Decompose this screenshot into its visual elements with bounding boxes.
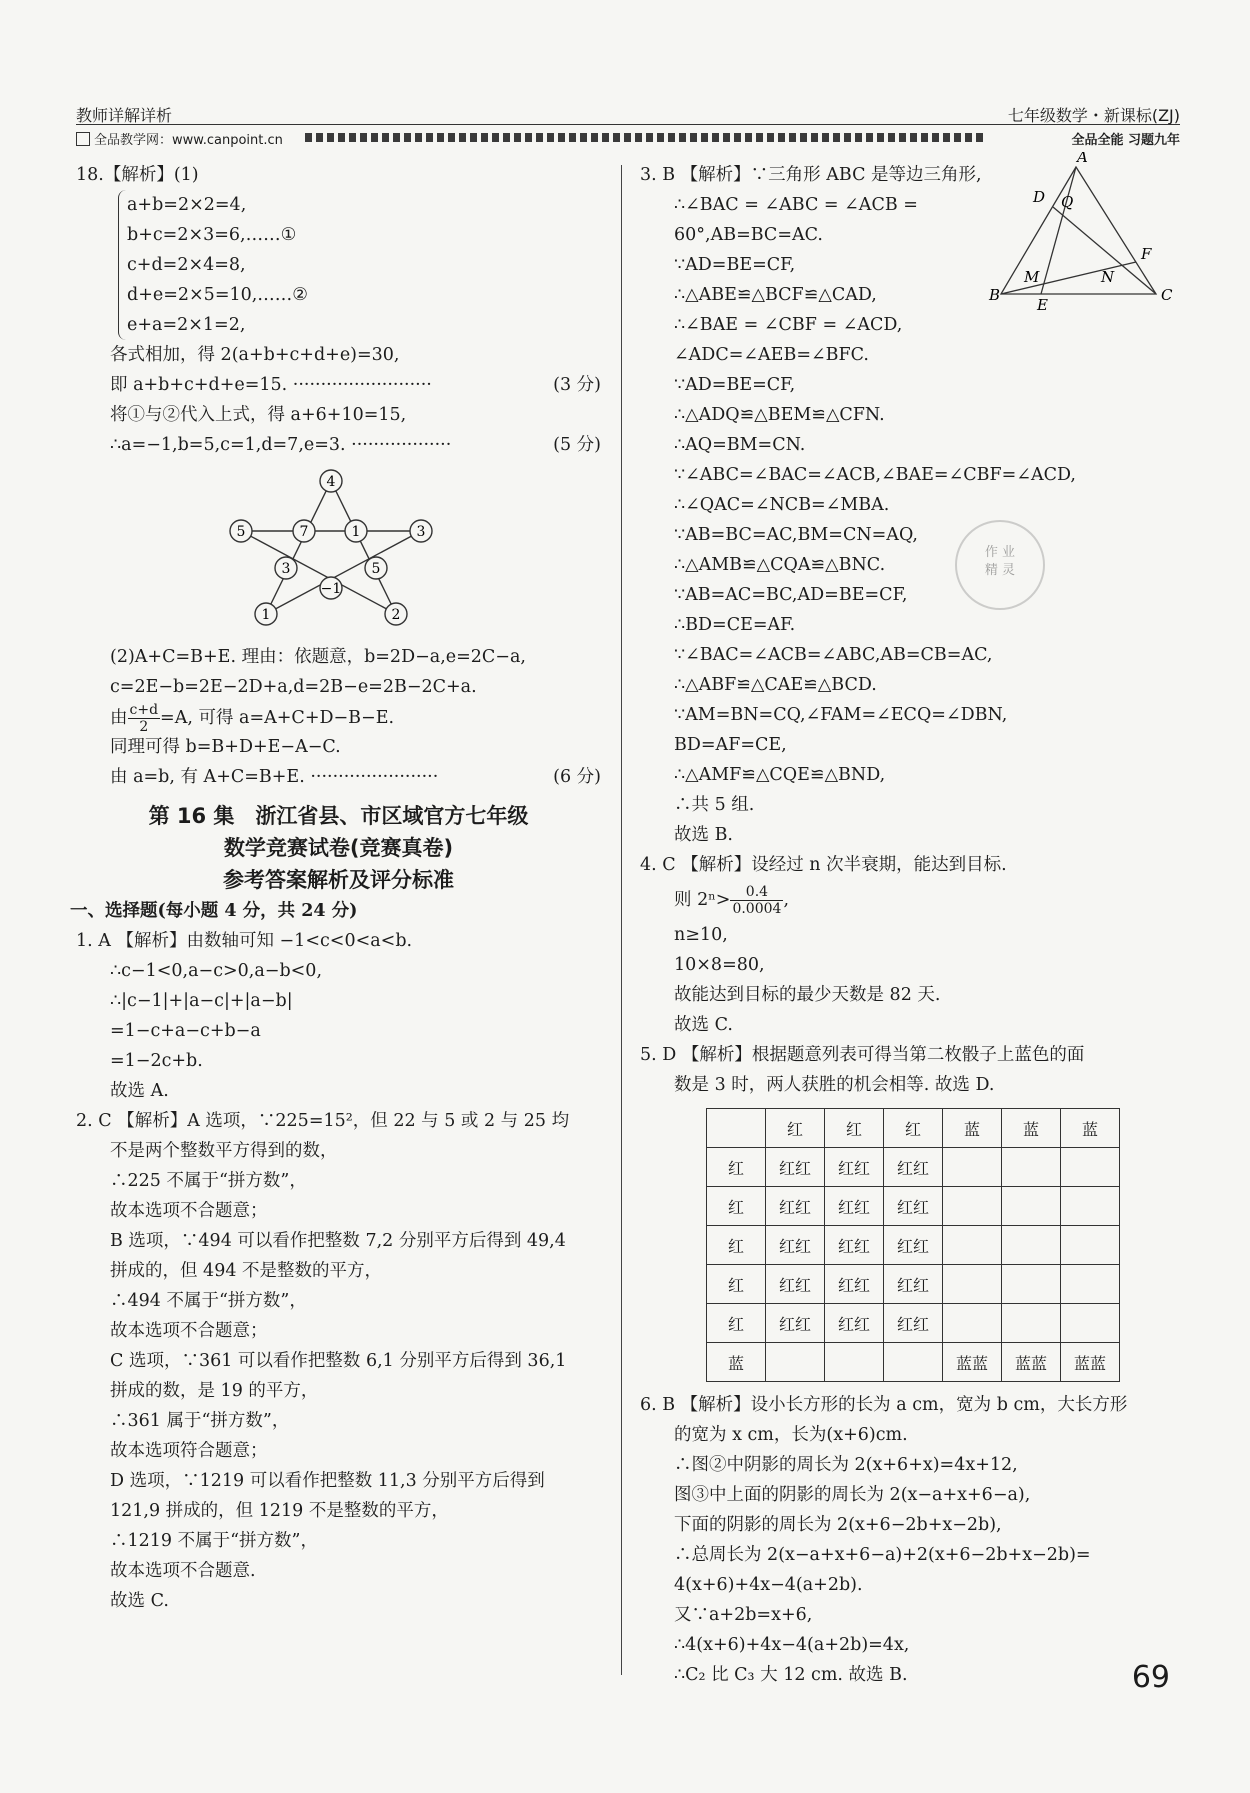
q4rest-line: 故能达到目标的最少天数是 82 天. xyxy=(674,985,941,1005)
section-title-2: 数学竞赛试卷(竞赛真卷) xyxy=(223,836,454,860)
q2-line: ∴225 不属于“拼方数”， xyxy=(110,1171,307,1191)
q3-line: ∴BD=CE=AF. xyxy=(674,615,796,635)
table-cell: 红 xyxy=(766,1109,825,1148)
header-rule xyxy=(76,124,1180,125)
table-cell: 红 xyxy=(707,1187,766,1226)
watermark-stamp: 作 业 精 灵 xyxy=(955,520,1045,610)
q3-line: ∴△ABF≌△CAE≌△BCD. xyxy=(674,675,877,695)
q2-answer xyxy=(76,1106,601,1616)
q2-line: 不是两个整数平方得到的数， xyxy=(110,1141,338,1161)
site-logo-icon xyxy=(76,132,90,146)
q3-line: ∵AD=BE=CF, xyxy=(674,375,796,395)
q2-line: C 选项，∵361 可以看作把整数 6,1 分别平方后得到 36,1 xyxy=(110,1351,567,1371)
header-stripe xyxy=(305,133,985,142)
header-brand: 全品全能 习题九年 xyxy=(1071,133,1180,148)
score-points: (6 分) xyxy=(553,767,601,787)
triangle-label: F xyxy=(1141,245,1152,263)
table-cell: 红 xyxy=(707,1304,766,1343)
table-cell: 红红 xyxy=(884,1187,943,1226)
site-text: 全品教学网：www.canpoint.cn xyxy=(94,133,283,148)
triangle-label: E xyxy=(1037,296,1048,312)
table-row xyxy=(707,1148,1120,1187)
part2-line: (2)A+C=B+E. 理由：依题意，b=2D−a,e=2C−a, xyxy=(110,647,526,667)
table-cell: 红红 xyxy=(884,1148,943,1187)
q3-line: ∵∠ABC=∠BAC=∠ACB,∠BAE=∠CBF=∠ACD, xyxy=(674,465,1076,485)
q2-line: 故本选项不合题意； xyxy=(110,1321,268,1341)
triangle-label: Q xyxy=(1061,193,1074,211)
header-left: 教师详解详析 xyxy=(76,106,173,125)
q6-line: ∴总周长为 2(x−a+x+6−a)+2(x+6−2b+x−2b)= xyxy=(674,1545,1091,1565)
section-title-3: 参考答案解析及评分标准 xyxy=(223,868,454,892)
q2-line: 121,9 拼成的，但 1219 不是整数的平方， xyxy=(110,1501,449,1521)
q1-line: =1−c+a−c+b−a xyxy=(110,1021,261,1041)
table-row xyxy=(707,1304,1120,1343)
derivation-line xyxy=(76,732,601,762)
star-node-label: 3 xyxy=(416,524,426,540)
q2-line: 故本选项符合题意； xyxy=(110,1441,268,1461)
q3-line: ∴AQ=BM=CN. xyxy=(674,435,806,455)
star-node-label: −1 xyxy=(320,581,342,597)
table-cell: 红 xyxy=(825,1109,884,1148)
table-cell xyxy=(943,1265,1002,1304)
q18-derivation xyxy=(76,340,601,460)
triangle-diagram xyxy=(981,152,1176,312)
q4rest-line: 10×8=80, xyxy=(674,955,765,975)
q4-den: 0.0004 xyxy=(732,901,782,917)
score-points: (3 分) xyxy=(553,375,601,395)
equation: a+b=2×2=4, xyxy=(127,195,247,215)
q3-line: ∴∠BAC = ∠ABC = ∠ACB = xyxy=(674,195,918,215)
q6-line: 6. B 【解析】设小长方形的长为 a cm，宽为 b cm，大长方形 xyxy=(640,1395,1128,1415)
star-node-label: 3 xyxy=(281,561,291,577)
table-cell xyxy=(1002,1265,1061,1304)
star-node-label: 7 xyxy=(299,524,309,540)
frac-pre: 由 xyxy=(110,708,128,728)
section-title-1: 第 16 集 浙江省县、市区域官方七年级 xyxy=(148,804,529,828)
table-cell: 蓝蓝 xyxy=(943,1343,1002,1382)
table-cell: 蓝 xyxy=(1002,1109,1061,1148)
q2-line: 故本选项不合题意. xyxy=(110,1561,256,1581)
q6-line: 图③中上面的阴影的周长为 2(x−a+x+6−a), xyxy=(674,1485,1031,1505)
table-cell: 红红 xyxy=(884,1226,943,1265)
q3-line: ∴∠BAE = ∠CBF = ∠ACD, xyxy=(674,315,903,335)
q4-rest xyxy=(640,920,1170,1040)
part2-line: c=2E−b=2E−2D+a,d=2B−e=2B−2C+a. xyxy=(110,677,477,697)
table-cell xyxy=(1061,1226,1120,1265)
right-column xyxy=(640,152,1173,1690)
header-right: 七年级数学・新课标(ZJ) xyxy=(1007,106,1180,125)
table-cell xyxy=(943,1304,1002,1343)
star-node-label: 4 xyxy=(326,474,336,490)
star-node-label: 1 xyxy=(351,524,361,540)
table-cell: 红红 xyxy=(825,1304,884,1343)
q3-line: ∠ADC=∠AEB=∠BFC. xyxy=(674,345,869,365)
star-node-label: 2 xyxy=(391,607,401,623)
table-cell: 红 xyxy=(707,1265,766,1304)
table-cell xyxy=(1002,1187,1061,1226)
q3-line: ∵∠BAC=∠ACB=∠ABC,AB=CB=AC, xyxy=(674,645,993,665)
q4rest-line: 故选 C. xyxy=(674,1015,733,1035)
q6-line: ∴C₂ 比 C₃ 大 12 cm. 故选 B. xyxy=(674,1665,908,1685)
frac-num: c+d xyxy=(129,702,159,718)
table-cell: 红红 xyxy=(825,1265,884,1304)
section-choice-heading: 一、选择题(每小题 4 分，共 24 分) xyxy=(70,901,358,921)
q5-answer xyxy=(640,1040,1170,1100)
table-row xyxy=(707,1226,1120,1265)
q1-line: 故选 A. xyxy=(110,1081,169,1101)
line-text: 各式相加，得 2(a+b+c+d+e)=30, xyxy=(110,345,400,365)
line-text: 将①与②代入上式，得 a+6+10=15, xyxy=(110,405,407,425)
table-cell xyxy=(766,1343,825,1382)
table-cell: 红红 xyxy=(825,1148,884,1187)
q3-line: ∴△AMB≌△CQA≌△BNC. xyxy=(674,555,886,575)
equation: c+d=2×4=8, xyxy=(127,255,246,275)
table-cell xyxy=(1002,1148,1061,1187)
dice-table xyxy=(706,1108,1120,1382)
line-text: 同理可得 b=B+D+E−A−C. xyxy=(110,737,341,757)
q1-answer xyxy=(76,926,601,1106)
table-cell: 红 xyxy=(707,1148,766,1187)
table-cell: 红红 xyxy=(766,1265,825,1304)
q2-line: ∴494 不属于“拼方数”， xyxy=(110,1291,307,1311)
q1-line: ∴c−1<0,a−c>0,a−b<0, xyxy=(110,961,323,981)
derivation-line xyxy=(76,762,601,792)
q2-line: ∴1219 不属于“拼方数”， xyxy=(110,1531,318,1551)
q2-line: 2. C 【解析】A 选项，∵225=15²，但 22 与 5 或 2 与 25 均 xyxy=(76,1111,570,1131)
table-cell xyxy=(1002,1304,1061,1343)
score-points: (5 分) xyxy=(553,435,601,455)
table-cell xyxy=(1061,1187,1120,1226)
q3-line: 3. B 【解析】∵三角形 ABC 是等边三角形, xyxy=(640,165,982,185)
q4-inequality xyxy=(640,880,1170,920)
q4rest-line: n≥10, xyxy=(674,925,728,945)
line-text: 由 a=b, 有 A+C=B+E. ······················· xyxy=(110,767,439,787)
table-cell: 红红 xyxy=(884,1304,943,1343)
table-cell: 蓝 xyxy=(943,1109,1002,1148)
table-row xyxy=(707,1265,1120,1304)
table-cell: 蓝 xyxy=(707,1343,766,1382)
q3-line: ∴△ABE≌△BCF≌△CAD, xyxy=(674,285,877,305)
table-cell: 红红 xyxy=(766,1187,825,1226)
q3-line: ∴共 5 组. xyxy=(674,795,755,815)
q18-intro: 18.【解析】(1) xyxy=(76,165,199,185)
equation: b+c=2×3=6,……① xyxy=(127,225,297,245)
derivation-line xyxy=(76,340,601,370)
q2-line: 拼成的数，是 19 的平方， xyxy=(110,1381,319,1401)
equation: e+a=2×1=2, xyxy=(127,315,246,335)
column-divider xyxy=(621,165,622,1675)
q3-line: ∴△ADQ≌△BEM≌△CFN. xyxy=(674,405,885,425)
q4-line1: 4. C 【解析】设经过 n 次半衰期，能达到目标. xyxy=(640,855,1007,875)
q4-post: , xyxy=(783,890,790,910)
frac-post: =A, 可得 a=A+C+D−B−E. xyxy=(160,708,395,728)
left-column xyxy=(70,160,601,1616)
triangle-label: D xyxy=(1033,188,1046,206)
q3-line: 60°,AB=BC=AC. xyxy=(674,225,823,245)
fraction xyxy=(128,702,161,735)
table-cell: 红 xyxy=(884,1109,943,1148)
q6-answer xyxy=(640,1390,1170,1690)
table-cell: 红 xyxy=(707,1226,766,1265)
q18-tail xyxy=(76,732,601,792)
q2-line: ∴361 属于“拼方数”， xyxy=(110,1411,290,1431)
q1-line: =1−2c+b. xyxy=(110,1051,203,1071)
star-node-label: 5 xyxy=(236,524,246,540)
q6-line: 又∵a+2b=x+6, xyxy=(674,1605,813,1625)
triangle-label: C xyxy=(1161,286,1173,304)
q1-line: ∴|c−1|+|a−c|+|a−b| xyxy=(110,991,293,1011)
star-node-label: 5 xyxy=(371,561,381,577)
triangle-label: N xyxy=(1101,268,1115,286)
triangle-label: B xyxy=(989,286,1001,304)
q2-line: 拼成的，但 494 不是整数的平方， xyxy=(110,1261,383,1281)
q18-equation-system xyxy=(118,190,601,340)
triangle-label: M xyxy=(1024,268,1040,286)
star-diagram xyxy=(226,466,446,636)
q3-line: ∵AM=BN=CQ,∠FAM=∠ECQ=∠DBN, xyxy=(674,705,1008,725)
table-cell xyxy=(943,1226,1002,1265)
q3-line: BD=AF=CE, xyxy=(674,735,787,755)
q5-line: 数是 3 时，两人获胜的机会相等. 故选 D. xyxy=(674,1075,995,1095)
table-cell xyxy=(825,1343,884,1382)
table-cell xyxy=(943,1187,1002,1226)
table-row xyxy=(707,1343,1120,1382)
table-row xyxy=(707,1187,1120,1226)
q3-line: ∵AB=AC=BC,AD=BE=CF, xyxy=(674,585,908,605)
derivation-line xyxy=(76,370,601,400)
line-text: ∴a=−1,b=5,c=1,d=7,e=3. ·················· xyxy=(110,435,452,455)
table-cell xyxy=(943,1148,1002,1187)
table-cell: 红红 xyxy=(766,1304,825,1343)
q4-pre: 则 2ⁿ> xyxy=(674,890,731,910)
q5-line: 5. D 【解析】根据题意列表可得当第二枚骰子上蓝色的面 xyxy=(640,1045,1085,1065)
table-cell xyxy=(1002,1226,1061,1265)
q6-line: 下面的阴影的周长为 2(x+6−2b+x−2b), xyxy=(674,1515,1002,1535)
q2-line: 故本选项不合题意； xyxy=(110,1201,268,1221)
q6-line: 的宽为 x cm，长为(x+6)cm. xyxy=(674,1425,908,1445)
q3-line: ∵AD=BE=CF, xyxy=(674,255,796,275)
table-row xyxy=(707,1109,1120,1148)
derivation-line xyxy=(76,430,601,460)
table-cell: 红红 xyxy=(884,1265,943,1304)
q6-line: ∴4(x+6)+4x−4(a+2b)=4x, xyxy=(674,1635,910,1655)
header-site xyxy=(76,129,283,148)
q18-fraction-line xyxy=(76,702,601,735)
table-cell: 蓝 xyxy=(1061,1109,1120,1148)
table-cell xyxy=(1061,1265,1120,1304)
q18-part2 xyxy=(76,642,601,702)
table-cell xyxy=(1061,1304,1120,1343)
q3-line: ∵AB=BC=AC,BM=CN=AQ, xyxy=(674,525,918,545)
table-cell xyxy=(1061,1148,1120,1187)
q4-num: 0.4 xyxy=(730,884,783,901)
triangle-label: A xyxy=(1077,152,1088,166)
page-number: 69 xyxy=(1131,1660,1170,1695)
q6-line: 4(x+6)+4x−4(a+2b). xyxy=(674,1575,863,1595)
q4-fraction xyxy=(730,884,783,917)
q6-line: ∴图②中阴影的周长为 2(x+6+x)=4x+12, xyxy=(674,1455,1018,1475)
q1-line: 1. A 【解析】由数轴可知 −1<c<0<a<b. xyxy=(76,931,413,951)
table-cell xyxy=(707,1109,766,1148)
table-cell: 红红 xyxy=(825,1226,884,1265)
q2-line: D 选项，∵1219 可以看作把整数 11,3 分别平方后得到 xyxy=(110,1471,545,1491)
table-cell: 蓝蓝 xyxy=(1061,1343,1120,1382)
line-text: 即 a+b+c+d+e=15. ························· xyxy=(110,375,432,395)
q2-line: 故选 C. xyxy=(110,1591,169,1611)
equation: d+e=2×5=10,……② xyxy=(127,285,308,305)
q2-line: B 选项，∵494 可以看作把整数 7,2 分别平方后得到 49,4 xyxy=(110,1231,566,1251)
table-cell xyxy=(884,1343,943,1382)
table-cell: 红红 xyxy=(825,1187,884,1226)
derivation-line xyxy=(76,400,601,430)
table-cell: 蓝蓝 xyxy=(1002,1343,1061,1382)
q3-line: ∴△AMF≌△CQE≌△BND, xyxy=(674,765,886,785)
frac-den: 2 xyxy=(139,719,149,735)
star-node-label: 1 xyxy=(261,607,271,623)
table-cell: 红红 xyxy=(766,1148,825,1187)
q3-line: 故选 B. xyxy=(674,825,733,845)
q3-line: ∴∠QAC=∠NCB=∠MBA. xyxy=(674,495,890,515)
table-cell: 红红 xyxy=(766,1226,825,1265)
